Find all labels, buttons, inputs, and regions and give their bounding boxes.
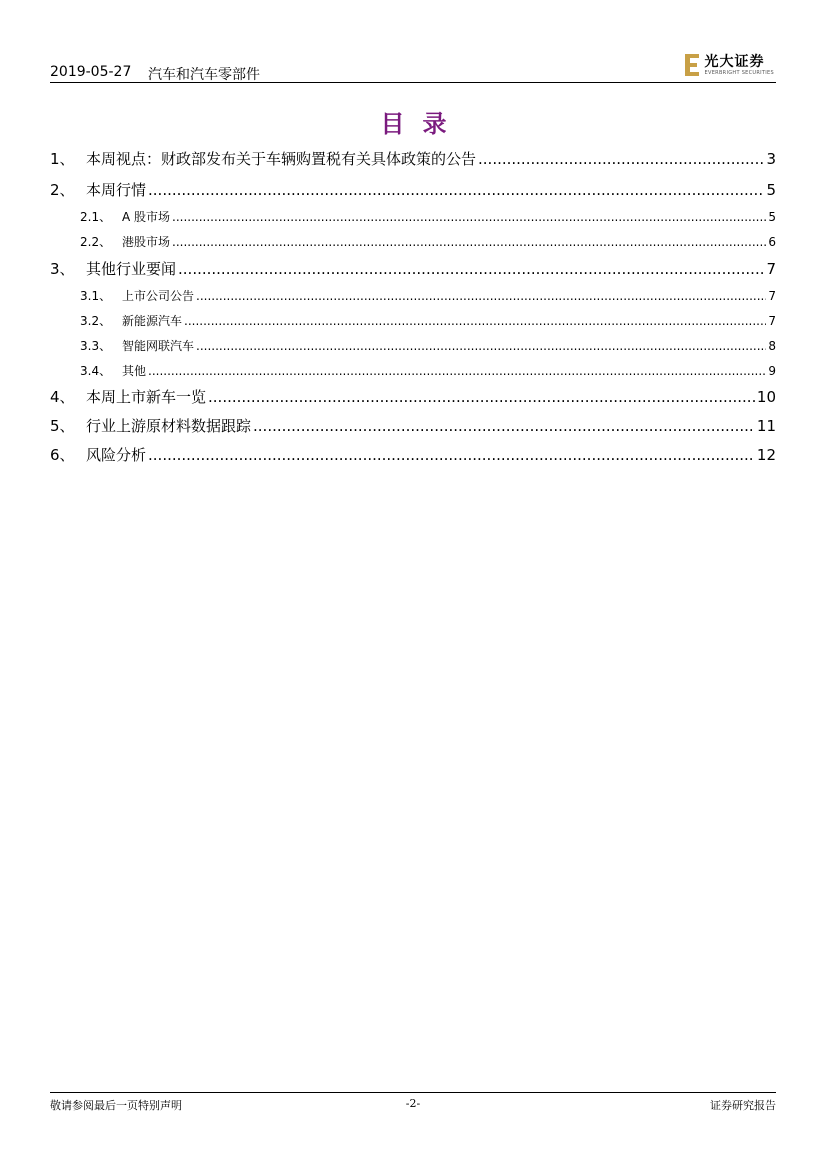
toc-entry-number: 3、 — [50, 260, 75, 278]
toc-entry-page: 6 — [768, 235, 776, 249]
footer-divider — [50, 1092, 776, 1093]
toc-leader-dots — [208, 388, 755, 406]
toc-entry-page: 7 — [768, 314, 776, 328]
toc-entry-label: 本周行情 — [86, 181, 147, 199]
toc-leader-dots — [196, 339, 766, 353]
report-type: 证券研究报告 — [710, 1099, 776, 1112]
disclaimer-note: 敬请参阅最后一页特别声明 — [50, 1099, 182, 1112]
toc-leader-dots — [148, 181, 764, 199]
toc-entry-page: 7 — [768, 289, 776, 303]
toc-entry[interactable] — [50, 179, 776, 200]
toc-entry[interactable] — [50, 444, 776, 465]
company-logo — [685, 52, 774, 78]
toc-leader-dots — [178, 260, 764, 278]
toc-entry-page: 5 — [766, 181, 776, 199]
toc-entry-label: 智能网联汽车 — [122, 339, 195, 353]
toc-entry-label: 港股市场 — [122, 235, 171, 249]
toc-entry-page: 8 — [768, 339, 776, 353]
toc-leader-dots — [172, 235, 766, 249]
toc-entry-page: 11 — [756, 417, 776, 435]
toc-entry-number: 4、 — [50, 388, 75, 406]
toc-entry-label: 本周上市新车一览 — [86, 388, 207, 406]
toc-entry-number: 5、 — [50, 417, 75, 435]
toc-leader-dots — [172, 210, 766, 224]
toc-leader-dots — [253, 417, 755, 435]
toc-entry-label: A 股市场 — [122, 210, 171, 224]
toc-entry-label: 上市公司公告 — [122, 289, 195, 303]
report-date: 2019-05-27 — [50, 64, 132, 80]
logo-english-name: EVERBRIGHT SECURITIES — [704, 69, 774, 76]
toc-leader-dots — [478, 150, 764, 168]
toc-leader-dots — [196, 289, 766, 303]
header-divider — [50, 82, 776, 83]
toc-entry-number: 2.2、 — [80, 235, 112, 249]
toc-entry[interactable] — [50, 258, 776, 279]
toc-entry-label: 本周视点：财政部发布关于车辆购置税有关具体政策的公告 — [86, 150, 477, 168]
toc-leader-dots — [148, 364, 766, 378]
toc-entry[interactable] — [50, 208, 776, 225]
toc-entry[interactable] — [50, 337, 776, 354]
toc-entry[interactable] — [50, 287, 776, 304]
toc-entry-page: 9 — [768, 364, 776, 378]
toc-entry[interactable] — [50, 148, 776, 169]
toc-entry-label: 其他 — [122, 364, 147, 378]
toc-entry-number: 3.3、 — [80, 339, 112, 353]
toc-leader-dots — [148, 446, 755, 464]
toc-entry-page: 7 — [766, 260, 776, 278]
toc-entry-page: 12 — [756, 446, 776, 464]
toc-entry-label: 行业上游原材料数据跟踪 — [86, 417, 252, 435]
toc-leader-dots — [184, 314, 766, 328]
toc-title: 目录 — [380, 110, 465, 138]
toc-entry-number: 3.2、 — [80, 314, 112, 328]
report-sector: 汽车和汽车零部件 — [148, 67, 260, 83]
toc-entry-page: 5 — [768, 210, 776, 224]
toc-entry-number: 3.1、 — [80, 289, 112, 303]
logo-chinese-name: 光大证券 — [704, 53, 765, 70]
toc-entry-number: 2.1、 — [80, 210, 112, 224]
toc-entry[interactable] — [50, 233, 776, 250]
toc-entry-number: 1、 — [50, 150, 75, 168]
toc-entry[interactable] — [50, 362, 776, 379]
toc-entry[interactable] — [50, 386, 776, 407]
page-number: -2- — [405, 1097, 421, 1110]
toc-entry[interactable] — [50, 415, 776, 436]
toc-entry-page: 10 — [756, 388, 776, 406]
page-header — [50, 52, 776, 82]
toc-entry[interactable] — [50, 312, 776, 329]
toc-entry-label: 风险分析 — [86, 446, 147, 464]
everbright-logo-icon — [685, 54, 701, 76]
toc-entry-number: 3.4、 — [80, 364, 112, 378]
toc-entry-number: 2、 — [50, 181, 75, 199]
toc-entry-label: 其他行业要闻 — [86, 260, 177, 278]
page-footer — [50, 1097, 776, 1115]
toc-entry-page: 3 — [766, 150, 776, 168]
toc-entry-label: 新能源汽车 — [122, 314, 183, 328]
toc-entry-number: 6、 — [50, 446, 75, 464]
